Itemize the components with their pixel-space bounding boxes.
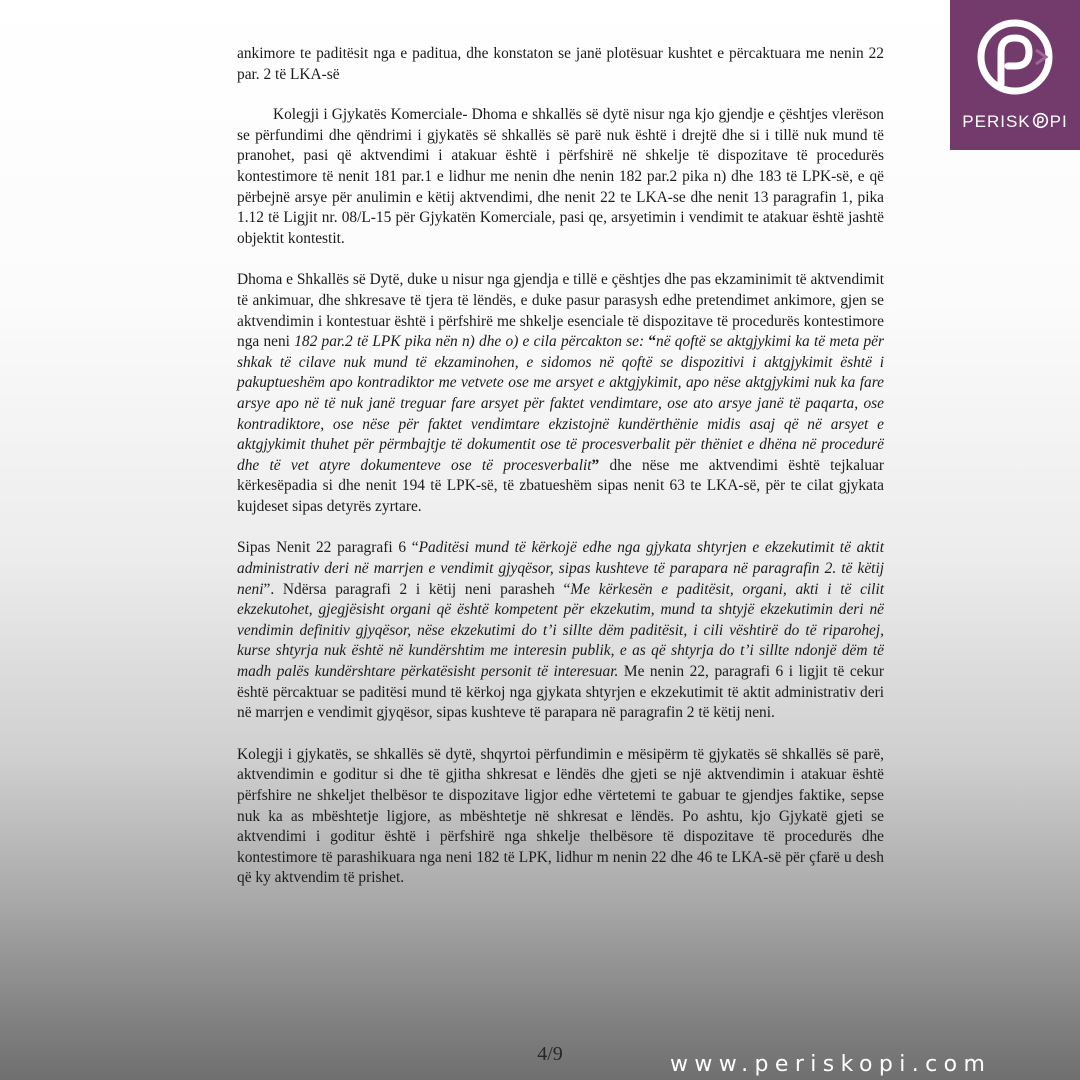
- paragraph-sipas-quote-2: Me kërkesën e paditësit, organi, akti i të cilit ekzekutohet, gjegjësisht organi që është kompetent për ekzekutim, mund ta shtyjë ekzekutimin deri në vendimin definitiv gjyqësor, nëse ekzekutimi do t’i sillte dëm paditësit, i cili vështirë do të riparohej, kurse shtyrja nuk është në kundërshtim me interesin publik, e as që shtyrja do t’i sillte ndonjë dëm të madh palës kundërshtare përkatësisht personit të interesuar.: [237, 580, 885, 681]
- paragraph-sipas-middle: ”. Ndërsa paragrafi 2 i këtij neni parasheh “: [263, 580, 571, 598]
- periskopi-logo: [950, 0, 1080, 150]
- paragraph-sipas-quote-1: Paditësi mund të kërkojë edhe nga gjykata shtyrjen e ekzekutimit të aktit administrativ deri në marrjen e vendimit gjyqësor, sipas kushteve të parapara në paragrafin 2. të këtij neni: [237, 539, 884, 598]
- document-body: [237, 44, 884, 889]
- logo-o-icon: [1032, 112, 1049, 129]
- paragraph-dhoma: [237, 270, 884, 517]
- paragraph-dhoma-article: 182 par.2 të LPK pika nën n) dhe o) e cila përcakton se:: [294, 333, 649, 351]
- paragraph-continuation: ankimore te paditësit nga e paditua, dhe konstaton se janë plotësuar kushtet e përcaktuara me nenin 22 par. 2 të LKA-së: [237, 45, 884, 83]
- website-url: www.periskopi.com: [670, 1052, 992, 1077]
- paragraph-kolegji-1: Kolegji i Gjykatës Komerciale- Dhoma e shkallës së dytë nisur nga kjo gjendje e çështjes vlerëson se përfundimi dhe qëndrimi i gjykatës së shkallës së parë nuk është i drejtë dhe si i tillë nuk mund të pranohet, pasi që aktvendimi i atakuar është i përfshirë në shkelje të dispozitave të procedurës kontestimore të nenit 181 par.1 e lidhur me nenin dhe nenin 182 par.2 pika n) dhe 183 të LPK-së, e që përbejnë arsye për anulimin e këtij aktvendimi, dhe nenit 22 te LKA-se dhe nenit 13 paragrafin 1, pika 1.12 të Ligjit nr. 08/L-15 për Gjykatën Komerciale, pasi qe, arsyetimin i vendimit te atakuar është jashtë objektit kontestit.: [237, 106, 884, 247]
- paragraph-sipas-tail: Me nenin 22, paragrafi 6 i ligjit të cekur është përcaktuar se paditësi mund të kërkoj nga gjykata shtyrjen e ekzekutimit të aktit administrativ deri në marrjen e vendimit gjyqësor, sipas kushteve të parapara në paragrafin 2 të këtij neni.: [237, 663, 885, 722]
- logo-text-end: PI: [1049, 112, 1068, 131]
- quote-open-mark: “: [648, 333, 657, 351]
- paragraph-dhoma-quote: në qoftë se aktgjykimi ka të meta për shkak të cilave nuk mund të ekzaminohen, e sidomos në qoftë se dispozitivi i aktgjykimit është i pakuptueshëm apo kontradiktor me vetvete ose me arsyet e aktgjykimit, apo nëse aktgjykimi nuk ka fare arsye apo në të nuk janë treguar fare arsyet për faktet vendimtare, ose ato arsye janë të paqarta, ose kontradiktore, ose nëse për faktet vendimtare ekzistojnë kundërthënie midis asaj që në arsyet e aktgjykimit thuhet për përmbajtje të dokumentit ose të procesverbalit për thëniet e dhëna në procedurë dhe të vet atyre dokumenteve ose të procesverbalit: [237, 333, 884, 474]
- paragraph-sipas-nenit: [237, 538, 884, 723]
- page-number: 4/9: [537, 1043, 563, 1065]
- periskopi-logo-icon: [970, 12, 1060, 102]
- logo-text-start: PERISK: [962, 112, 1031, 131]
- paragraph-dhoma-tail: dhe nëse me aktvendimi është tejkaluar kërkesëpadia si dhe nenit 194 të LPK-së, të zbatueshëm sipas nenit 63 te LKA-së, për te cilat gjykata kujdeset sipas detyrës zyrtare.: [237, 456, 884, 515]
- paragraph-kolegji-2: Kolegji i gjykatës, se shkallës së dytë, shqyrtoi përfundimin e mësipërm të gjykatës së shkallës së parë, aktvendimin e goditur si dhe të gjitha shkresat e lëndës dhe gjeti se një aktvendimin i atakuar është përfshire ne shkeljet thelbësor te dispozitave ligjor edhe vërtetemi te gabuar te gjendjes faktike, sepse nuk ka as mbështetje ligjore, as mbështetje në shkresat e lëndës. Po ashtu, kjo Gjykatë gjeti se aktvendimi i goditur është i përfshirë nga shkelje thelbësore të dispozitave të procedurës dhe kontestimore të parashikuara nga neni 182 të LPK, lidhur m nenin 22 dhe 46 te LKA-së për çfarë u desh që ky aktvendim të prishet.: [237, 745, 884, 887]
- paragraph-sipas-intro: Sipas Nenit 22 paragrafi 6 “: [237, 539, 419, 557]
- paragraph-dhoma-text: Dhoma e Shkallës së Dytë, duke u nisur nga gjendja e tillë e çështjes dhe pas ekzaminimit të aktvendimit të ankimuar, dhe shkresave të tjera të lëndës, e duke pasur parasysh edhe pretendimet ankimore, gjen se aktvendimin i kontestuar është i përfshirë me shkelje esenciale të dispozitave të procedurës kontestimore nga neni: [237, 271, 884, 351]
- periskopi-logo-text: [950, 112, 1080, 132]
- quote-close-mark: ”: [591, 456, 600, 474]
